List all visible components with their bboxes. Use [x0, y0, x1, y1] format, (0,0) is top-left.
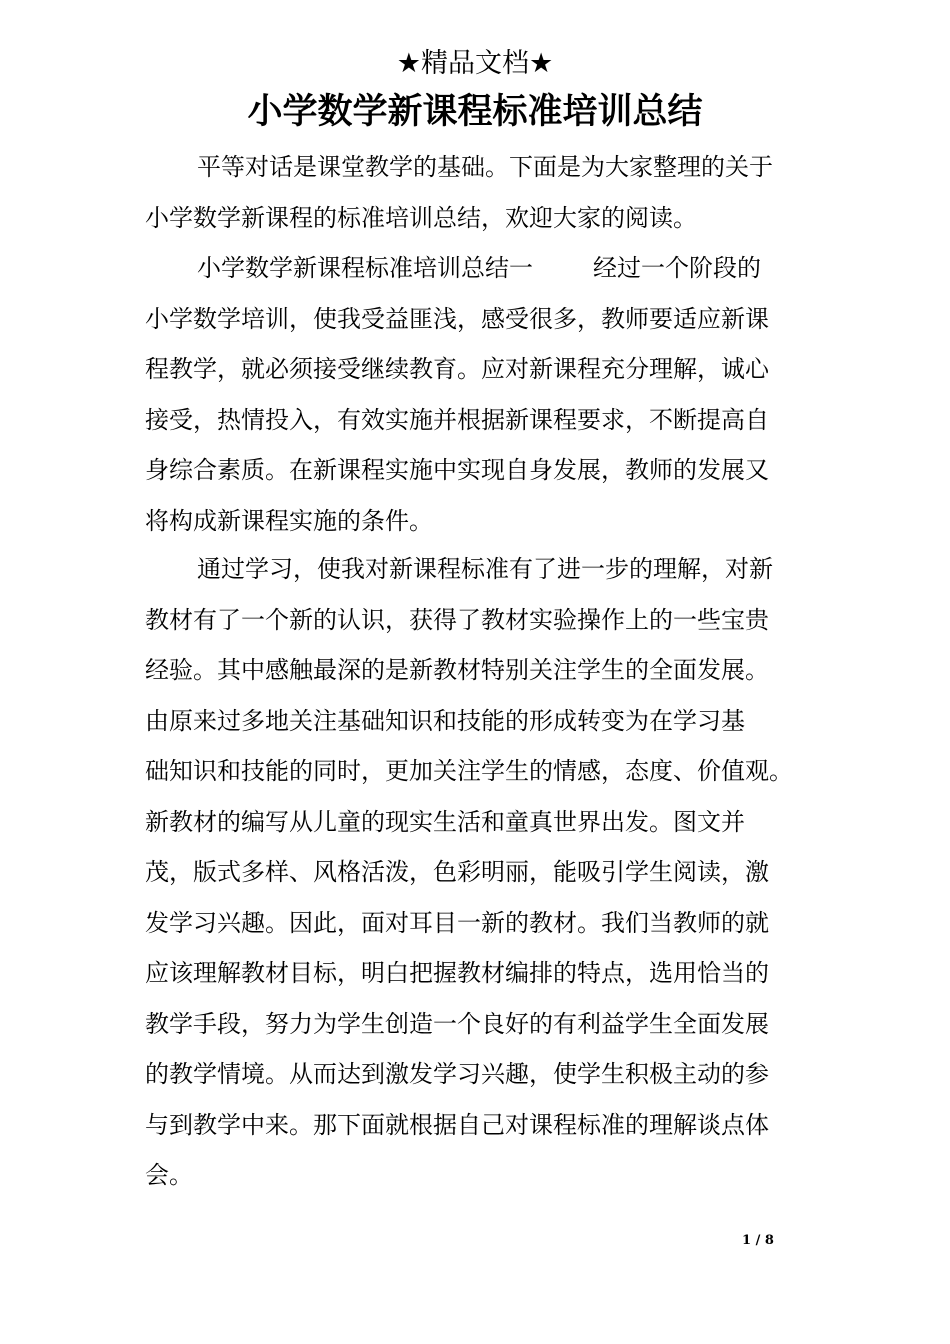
text-line: 经验。其中感触最深的是新教材特别关注学生的全面发展。	[145, 656, 769, 684]
text-line: 由原来过多地关注基础知识和技能的形成转变为在学习基	[145, 706, 745, 735]
text-line: 接受，热情投入，有效实施并根据新课程要求，不断提高自	[145, 405, 769, 434]
section-heading-line	[145, 243, 810, 294]
text-line: 通过学习，使我对新课程标准有了进一步的理解，对新	[197, 555, 773, 583]
text-line: 教学手段，努力为学生创造一个良好的有利益学生全面发展	[145, 1009, 769, 1038]
text-line: 小学数学培训，使我受益匪浅，感受很多，教师要适应新课	[145, 304, 769, 333]
text-line: 教材有了一个新的认识，获得了教材实验操作上的一些宝贵	[145, 605, 769, 634]
text-line: 与到教学中来。那下面就根据自己对课程标准的理解谈点体	[145, 1110, 769, 1139]
text-line: 础知识和技能的同时，更加关注学生的情感，态度、价值观。	[145, 757, 793, 785]
text-line: 会。	[145, 1161, 193, 1189]
text-line: 身综合素质。在新课程实施中实现自身发展，教师的发展又	[145, 456, 769, 484]
text-fragment: 经过一个阶段的	[593, 254, 761, 282]
paragraph-study-notes	[145, 544, 810, 1201]
text-line: 的教学情境。从而达到激发学习兴趣，使学生积极主动的参	[145, 1060, 769, 1088]
text-line: 程教学，就必须接受继续教育。应对新课程充分理解，诚心	[145, 355, 769, 383]
header-banner: ★精品文档★	[396, 48, 554, 79]
text-line: 平等对话是课堂教学的基础。下面是为大家整理的关于	[197, 153, 773, 181]
document-title: 小学数学新课程标准培训总结	[247, 91, 703, 132]
text-line: 茂，版式多样、风格活泼，色彩明丽，能吸引学生阅读，激	[145, 858, 769, 886]
text-line: 发学习兴趣。因此，面对耳目一新的教材。我们当教师的就	[145, 908, 769, 937]
text-line: 小学数学新课程的标准培训总结，欢迎大家的阅读。	[145, 203, 697, 232]
text-line: 应该理解教材目标，明白把握教材编排的特点，选用恰当的	[145, 959, 769, 987]
paragraph-section-one	[145, 243, 810, 546]
text-line: 新教材的编写从儿童的现实生活和童真世界出发。图文并	[145, 807, 745, 836]
page-number: 1 / 8	[742, 1233, 774, 1248]
paragraph-intro	[145, 142, 810, 243]
section-heading: 小学数学新课程标准培训总结一	[197, 254, 533, 282]
text-line: 将构成新课程实施的条件。	[145, 506, 433, 535]
